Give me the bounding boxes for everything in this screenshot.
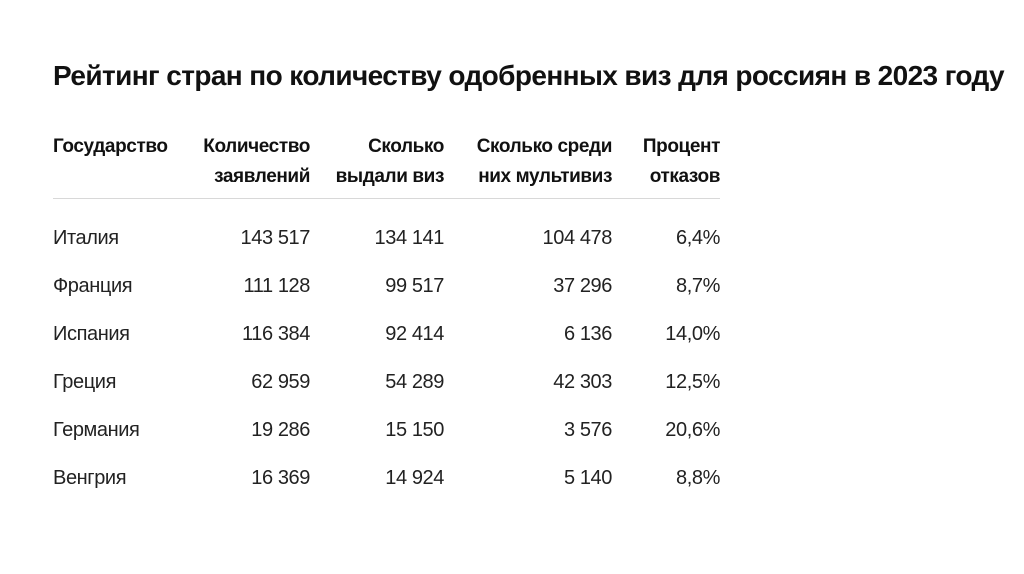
table-row — [53, 415, 720, 463]
cell-applications: 143 517 — [240, 227, 310, 249]
table-row — [53, 367, 720, 415]
table-row — [53, 271, 720, 319]
cell-country: Испания — [53, 323, 130, 345]
header-multi-line: Сколько среди — [476, 136, 612, 157]
cell-multi: 5 140 — [563, 467, 612, 489]
cell-applications: 116 384 — [241, 323, 310, 345]
cell-refusal: 20,6% — [665, 419, 720, 441]
cell-multi: 6 136 — [563, 323, 612, 345]
header-issued-line: выдали виз — [335, 166, 444, 187]
cell-country: Италия — [53, 227, 119, 249]
header-applications-line: Количество — [203, 136, 310, 157]
cell-multi: 42 303 — [553, 371, 612, 393]
header-multi — [477, 132, 612, 192]
cell-refusal: 14,0% — [665, 323, 720, 345]
cell-multi: 3 576 — [563, 419, 612, 441]
header-refusal-line: Процент — [642, 136, 720, 157]
cell-applications: 62 959 — [251, 371, 310, 393]
cell-country: Германия — [53, 419, 140, 441]
page-title: Рейтинг стран по количеству одобренных виз для россиян в 2023 году — [53, 60, 1005, 91]
cell-issued: 92 414 — [385, 323, 444, 345]
header-refusal — [643, 132, 720, 192]
cell-refusal: 8,8% — [676, 467, 720, 489]
cell-country: Франция — [53, 275, 133, 297]
table-row — [53, 319, 720, 367]
header-refusal-line: отказов — [649, 166, 720, 187]
cell-applications: 111 128 — [243, 275, 310, 297]
table-header — [53, 132, 720, 199]
cell-issued: 14 924 — [385, 467, 444, 489]
header-issued — [336, 132, 444, 192]
cell-multi: 104 478 — [542, 227, 612, 249]
cell-issued: 134 141 — [374, 227, 444, 249]
header-country-line: Государство — [53, 136, 168, 157]
cell-refusal: 12,5% — [665, 371, 720, 393]
cell-country: Греция — [53, 371, 117, 393]
cell-issued: 54 289 — [385, 371, 444, 393]
cell-multi: 37 296 — [553, 275, 612, 297]
header-country — [53, 132, 168, 162]
table-row — [53, 223, 720, 271]
table-row — [53, 463, 720, 511]
cell-refusal: 6,4% — [676, 227, 720, 249]
header-applications-line: заявлений — [214, 166, 310, 187]
cell-country: Венгрия — [53, 467, 127, 489]
cell-issued: 99 517 — [385, 275, 444, 297]
visa-table — [53, 132, 720, 511]
header-applications — [203, 132, 310, 192]
header-multi-line: них мультивиз — [478, 166, 612, 187]
cell-applications: 19 286 — [251, 419, 310, 441]
header-issued-line: Сколько — [368, 136, 444, 157]
cell-issued: 15 150 — [385, 419, 444, 441]
cell-refusal: 8,7% — [676, 275, 720, 297]
cell-applications: 16 369 — [251, 467, 310, 489]
